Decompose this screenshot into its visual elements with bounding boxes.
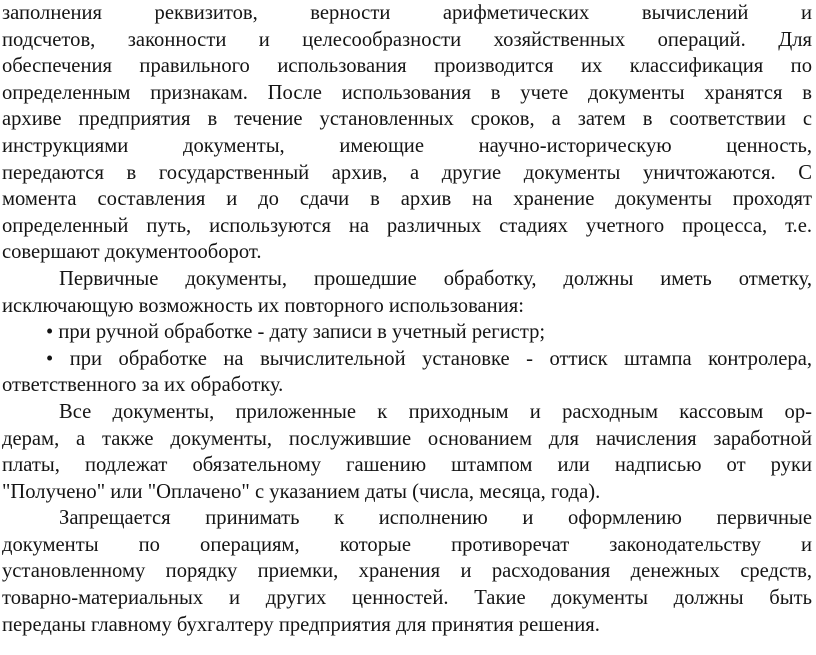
text-line: момента составления и до сдачи в архив на хранение документы проходят [2,188,812,211]
bullet-line: • при обработке на вычислительной установке - оттиск штампа контролера, [46,347,812,370]
text-line: архиве предприятия в течение установленных сроков, а затем в соответствии с [2,108,812,131]
text-line: дерам, а также документы, послужившие основанием для начисления заработной [2,427,812,450]
text-line: подсчетов, законности и целесообразности хозяйственных операций. Для [2,28,812,51]
text-line: документы по операциям, которые противоречат законодательству и [2,533,812,556]
text-line: совершают документооборот. [2,241,262,264]
paragraph-4 [2,505,812,638]
text-line: инструкциями документы, имеющие научно-историческую ценность, [2,134,812,157]
text-line: установленному порядку приемки, хранения и расходования денежных средств, [2,560,812,583]
text-line: платы, подлежат обязательному гашению штампом или надписью от руки [2,454,812,477]
text-line: определенным признакам. После использования в учете документы хранятся в [2,81,812,104]
bullet-item-computer [2,346,812,399]
text-line: передаются в государственный архив, а другие документы уничтожаются. С [2,161,812,184]
text-line: "Получено" или "Оплачено" с указанием даты (числа, месяца, года). [2,480,601,503]
paragraph-1 [2,0,812,266]
text-line: переданы главному бухгалтеру предприятия для принятия решения. [2,613,600,636]
paragraph-3 [2,399,812,505]
bullet-line: • при ручной обработке - дату записи в учетный регистр; [46,321,546,344]
text-line: определенный путь, используются на различных стадиях учетного процесса, т.е. [2,214,812,237]
text-line: Все документы, приложенные к приходным и расходным кассовым ор- [59,400,812,423]
text-line: Первичные документы, прошедшие обработку, должны иметь отметку, [59,267,812,290]
paragraph-2 [2,266,812,319]
text-line: исключающую возможность их повторного использования: [2,294,524,317]
text-line: обеспечения правильного использования производится их классификация по [2,55,812,78]
text-line: Запрещается принимать к исполнению и оформлению первичные [59,507,812,530]
text-line: товарно-материальных и других ценностей. Такие документы должны быть [2,587,812,610]
bullet-item-manual [2,319,812,346]
text-line: ответственного за их обработку. [2,374,284,397]
text-line: заполнения реквизитов, верности арифметических вычислений и [2,2,812,24]
